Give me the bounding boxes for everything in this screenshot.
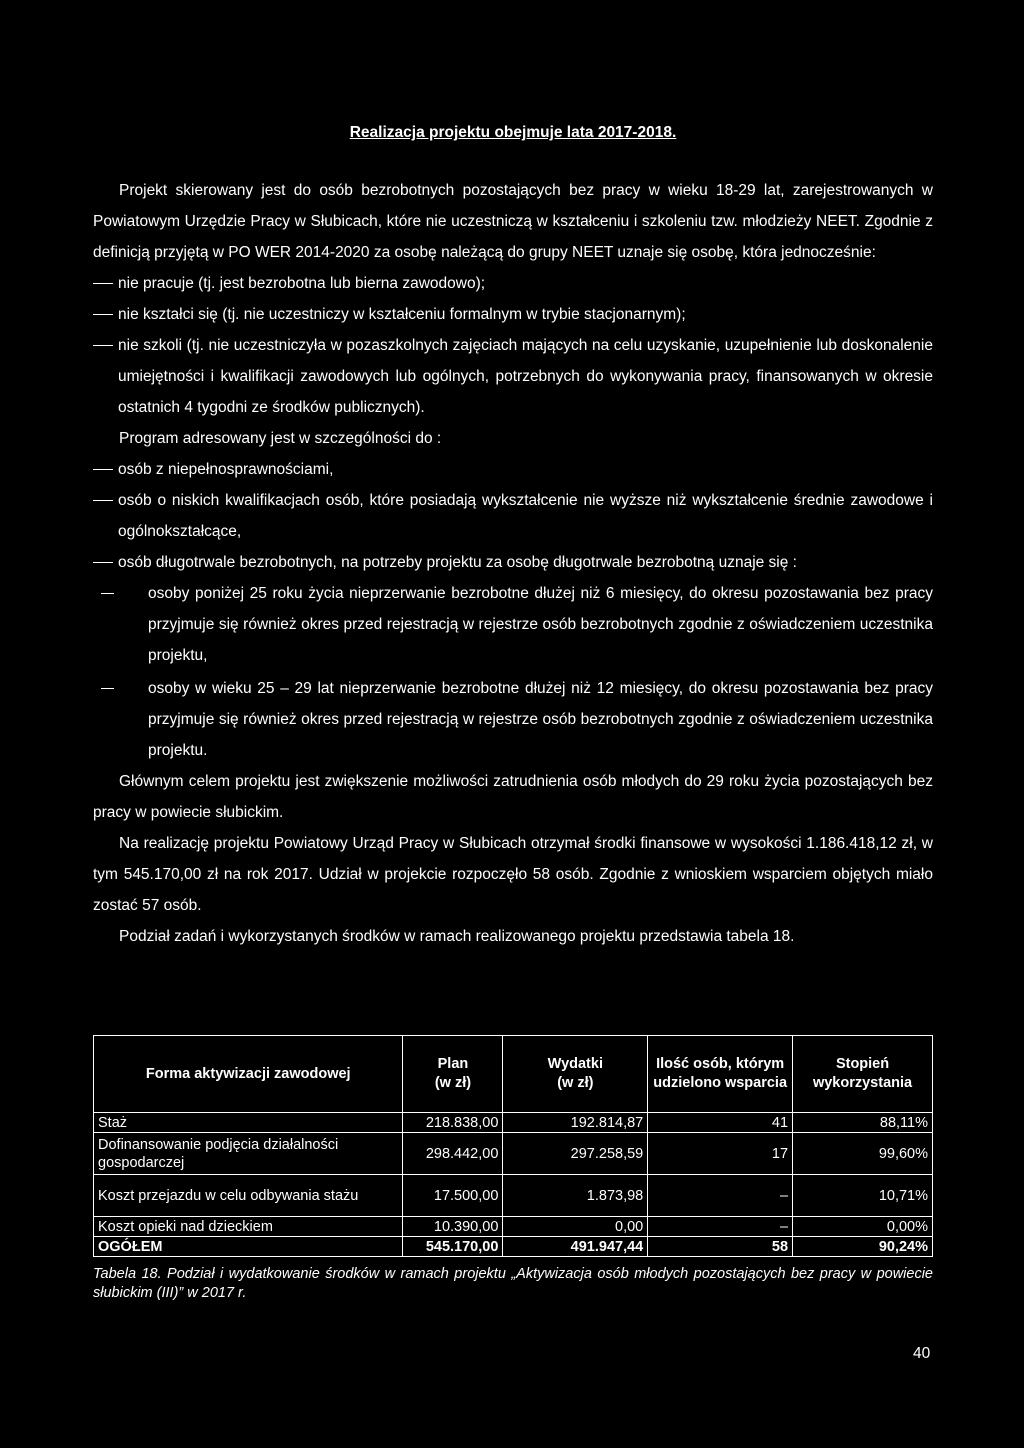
list-item (93, 547, 933, 578)
sub-list-item-text: osoby poniżej 25 roku życia nieprzerwanie bezrobotne dłużej niż 6 miesięcy, do okresu pozostawania bez pracy przyjmuje się również okres przed rejestracją w rejestrze osób bezrobotnych zgodnie z oświadczeniem uczestnika projektu, (148, 585, 933, 664)
table-row (94, 1217, 933, 1237)
goal-paragraph: Głównym celem projektu jest zwiększenie możliwości zatrudnienia osób młodych do 29 roku życia pozostających bez pracy w powiecie słubickim. (93, 773, 933, 821)
table-cell: 297.258,59 (503, 1133, 648, 1175)
table-row (94, 1133, 933, 1175)
table-intro-paragraph: Podział zadań i wykorzystanych środków w ramach realizowanego projektu przedstawia tabela 18. (119, 928, 795, 945)
table-cell: 17 (648, 1133, 793, 1175)
table-total-row (94, 1237, 933, 1257)
sub-list-item-text: osoby w wieku 25 – 29 lat nieprzerwanie bezrobotne dłużej niż 12 miesięcy, do okresu pozostawania bez pracy przyjmuje się również okres przed rejestracją w rejestrze osób bezrobotnych zgodnie z oświadczeniem uczestnika projektu. (148, 680, 933, 759)
table-cell: – (648, 1217, 793, 1237)
list-item (93, 299, 933, 330)
table-row (94, 1113, 933, 1133)
dash-bullet (93, 345, 113, 346)
header-stopien: Stopień wykorzystania (793, 1036, 933, 1113)
list-item-text: nie szkoli (tj. nie uczestniczyła w pozaszkolnych zajęciach mających na celu uzyskanie, uzupełnienie lub doskonalenie umiejętności i kwalifikacji zawodowych lub ogólnych, potrzebnych do wykonywania pracy, finansowanych w okresie ostatnich 4 tygodni ze środków publicznych). (118, 337, 933, 416)
funding-paragraph: Na realizację projektu Powiatowy Urząd Pracy w Słubicach otrzymał środki finansowe w wysokości 1.186.418,12 zł, w tym 545.170,00 zł na rok 2017. Udział w projekcie rozpoczęło 58 osób. Zgodnie z wnioskiem wsparciem objętych miało zostać 57 osób. (93, 835, 933, 914)
list-item-text: osób z niepełnosprawnościami, (118, 461, 334, 478)
table-cell: 17.500,00 (403, 1175, 503, 1217)
intro-paragraph: Projekt skierowany jest do osób bezrobotnych pozostających bez pracy w wieku 18-29 lat, zarejestrowanych w Powiatowym Urzędzie Pracy w Słubicach, które nie uczestniczą w kształceniu i szkoleniu tzw. młodzieży NEET. Zgodnie z definicją przyjętą w PO WER 2014-2020 za osobę należącą do grupy NEET uznaje się osobę, która jednocześnie: (93, 182, 933, 261)
table-caption: Tabela 18. Podział i wydatkowanie środków w ramach projektu „Aktywizacja osób młodych pozostających bez pracy w powiecie słubickim (III)” w 2017 r. (93, 1266, 933, 1301)
list-item-text: osób o niskich kwalifikacjach osób, które posiadają wykształcenie nie wyższe niż wykształcenie średnie zawodowe i ogólnokształcące, (118, 492, 933, 540)
table-cell: 58 (648, 1237, 793, 1257)
table-cell: 41 (648, 1113, 793, 1133)
sub-list-item (148, 578, 933, 671)
document-body (93, 175, 933, 952)
table-header-row (94, 1036, 933, 1113)
header-plan: Plan (w zł) (403, 1036, 503, 1113)
table-cell: 218.838,00 (403, 1113, 503, 1133)
table-cell: Dofinansowanie podjęcia działalności gospodarczej (94, 1133, 403, 1175)
table-cell: 1.873,98 (503, 1175, 648, 1217)
list-item (93, 454, 933, 485)
table-cell: 0,00% (793, 1217, 933, 1237)
header-wydatki: Wydatki (w zł) (503, 1036, 648, 1113)
table-cell: Koszt przejazdu w celu odbywania stażu (94, 1175, 403, 1217)
header-ilosc: Ilość osób, którym udzielono wsparcia (648, 1036, 793, 1113)
page-number: 40 (913, 1345, 931, 1362)
table-cell: 545.170,00 (403, 1237, 503, 1257)
dash-bullet (93, 562, 113, 563)
dash-bullet (93, 500, 113, 501)
dash-bullet (101, 593, 114, 594)
sub-list-item (148, 673, 933, 766)
dash-bullet (93, 314, 113, 315)
list-item-text: osób długotrwale bezrobotnych, na potrzeby projektu za osobę długotrwale bezrobotną uznaje się : (118, 554, 797, 571)
table-cell: – (648, 1175, 793, 1217)
table-row (94, 1175, 933, 1217)
table-cell: Staż (94, 1113, 403, 1133)
table-cell: OGÓŁEM (94, 1237, 403, 1257)
table-cell: Koszt opieki nad dzieckiem (94, 1217, 403, 1237)
table-cell: 10,71% (793, 1175, 933, 1217)
list-item (93, 330, 933, 423)
table-cell: 491.947,44 (503, 1237, 648, 1257)
table-cell: 90,24% (793, 1237, 933, 1257)
list-item-text: nie kształci się (tj. nie uczestniczy w kształceniu formalnym w trybie stacjonarnym); (118, 306, 686, 323)
table-cell: 192.814,87 (503, 1113, 648, 1133)
list-item-text: nie pracuje (tj. jest bezrobotna lub bierna zawodowo); (118, 275, 486, 292)
dash-bullet (101, 688, 114, 689)
header-forma: Forma aktywizacji zawodowej (94, 1036, 403, 1113)
table-cell: 0,00 (503, 1217, 648, 1237)
activation-table (93, 1035, 933, 1257)
section-heading: Realizacja projektu obejmuje lata 2017-2018. (349, 124, 677, 141)
program-intro: Program adresowany jest w szczególności do : (119, 430, 442, 447)
dash-bullet (93, 283, 113, 284)
table-cell: 99,60% (793, 1133, 933, 1175)
table-cell: 298.442,00 (403, 1133, 503, 1175)
table-cell: 10.390,00 (403, 1217, 503, 1237)
dash-bullet (93, 469, 113, 470)
table-cell: 88,11% (793, 1113, 933, 1133)
list-item (93, 268, 933, 299)
list-item (93, 485, 933, 547)
